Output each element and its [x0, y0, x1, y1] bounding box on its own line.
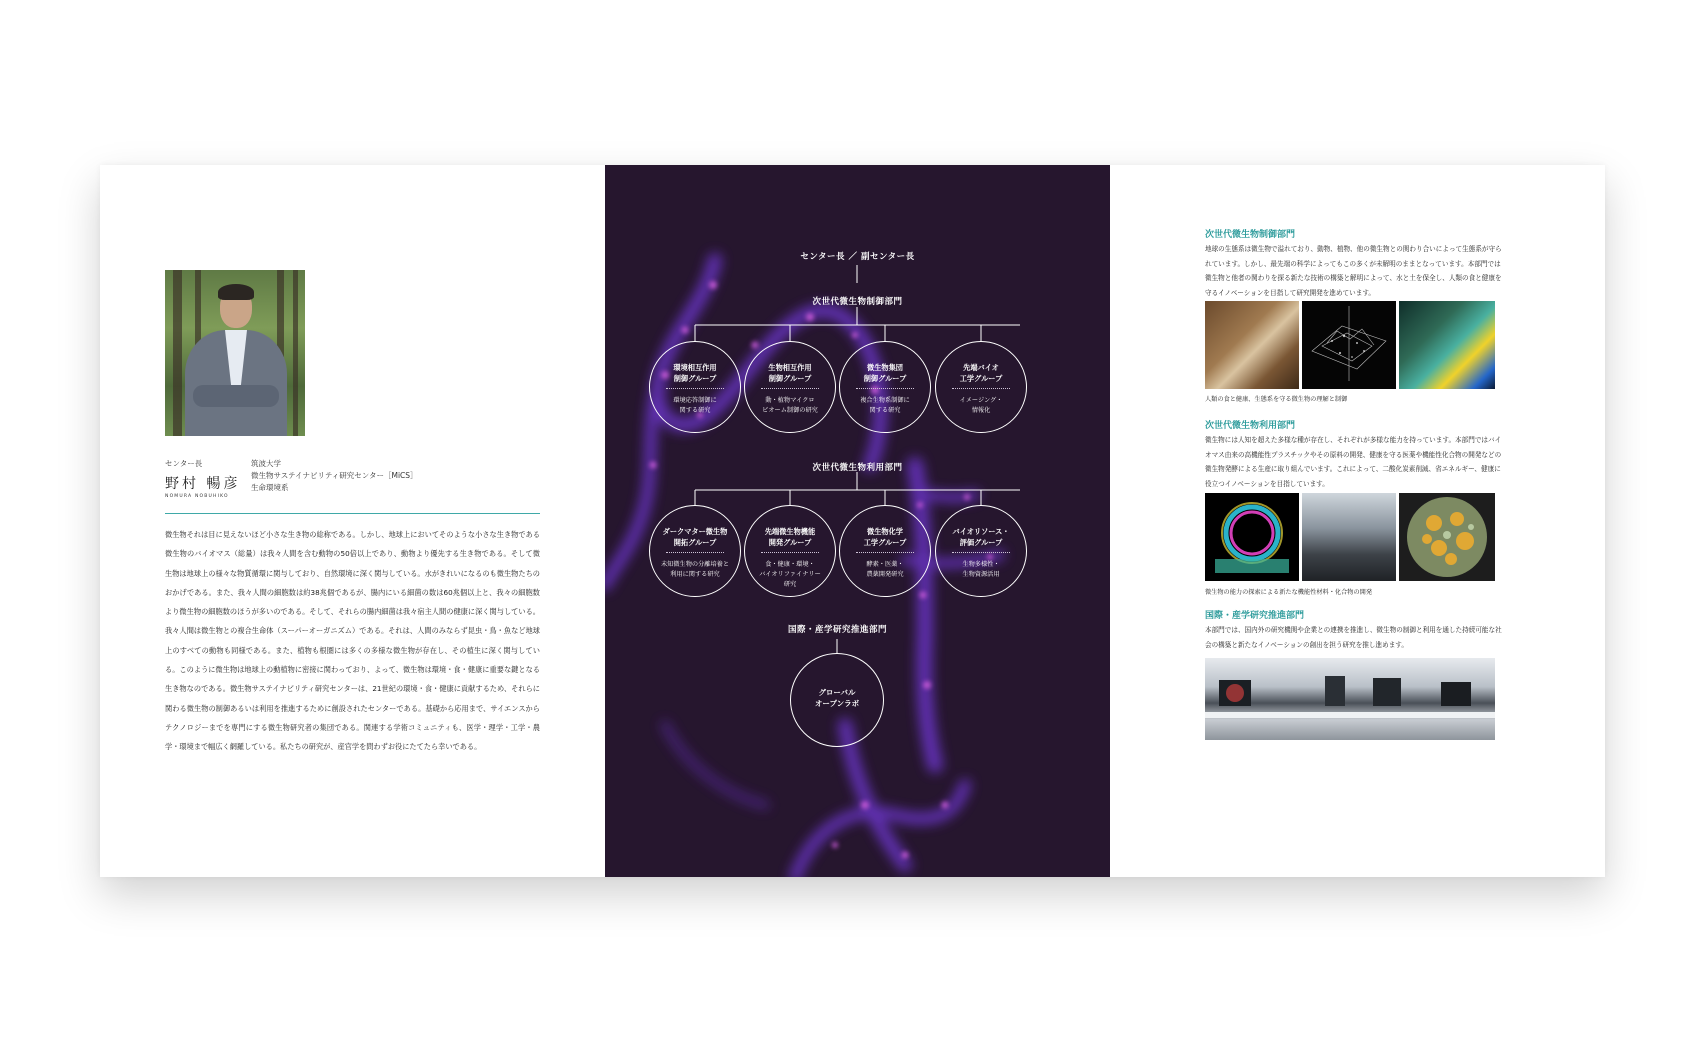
division-title: 次世代微生物利用部門: [812, 463, 903, 473]
group-node: [839, 505, 931, 597]
group-description: 環境応答制御に 関する研究: [673, 397, 717, 414]
microscopy-3d-photo: [1302, 301, 1396, 389]
cell-fluorescence-photo: [1205, 493, 1299, 581]
section-text: 微生物には人知を超えた多様な種が存在し、それぞれが多様な能力を持っています。本部門ではバイオマス由来の高機能性プラスチックやその原料の開発、健康を守る医薬や機能性化合物の開発などの微生物発酵による生産に取り組んでいます。これによって、二酸化炭素削減、省エネルギー、健康に役立つイノベーションを目指しています。: [1205, 436, 1502, 488]
fermentation-equipment-photo: [1302, 493, 1396, 581]
fluorescence-photo: [1399, 301, 1495, 389]
section-title: 次世代微生物制御部門: [1205, 230, 1296, 240]
group-description: 動・植物マイクロ ビオーム制御の研究: [762, 397, 818, 414]
division-title: 国際・産学研究推進部門: [787, 625, 887, 635]
group-title: 先端バイオ 工学グループ: [959, 363, 1003, 383]
brochure-spread: [100, 165, 1605, 877]
photo-caption: 微生物の能力の探索による新たな機能性材料・化合物の開発: [1205, 589, 1373, 596]
affiliation-line: 微生物サステイナビリティ研究センター［MiCS］: [251, 471, 418, 480]
group-description: 複合生物系制御に 関する研究: [860, 397, 910, 414]
section-title: 次世代微生物利用部門: [1205, 421, 1296, 431]
group-node: [744, 341, 836, 433]
role-label: センター長: [165, 459, 203, 468]
group-title: 微生物化学 工学グループ: [863, 527, 907, 547]
org-chart: [605, 165, 1110, 877]
petri-dish-photo: [1399, 493, 1495, 581]
group-title: 先端微生物機能 開発グループ: [764, 527, 816, 547]
org-chart-page: [605, 165, 1110, 877]
cell-ring-image: [1205, 493, 1299, 581]
director-name: 野村 暢彦: [165, 476, 241, 492]
group-description: 酵素・医薬・ 農薬開発研究: [866, 561, 904, 578]
group-node: [935, 505, 1027, 597]
right-page: [1110, 165, 1605, 877]
photo-caption: 人類の食と健康、生態系を守る微生物の理解と制御: [1205, 396, 1348, 403]
affiliation: [251, 458, 418, 494]
left-page: [100, 165, 605, 877]
director-name-romaji: NOMURA NOBUHIKO: [165, 494, 229, 499]
divider: [165, 513, 540, 514]
section-title: 国際・産学研究推進部門: [1205, 611, 1305, 621]
group-node: [649, 505, 741, 597]
open-lab-photo: [1205, 658, 1495, 740]
group-title: 環境相互作用 制御グループ: [673, 363, 717, 383]
group-node: [744, 505, 836, 597]
division-title: 次世代微生物制御部門: [812, 297, 903, 307]
group-title: バイオリソース・ 評価グループ: [952, 527, 1010, 547]
group-title: 生物相互作用 制御グループ: [768, 363, 812, 383]
org-head: センター長 ／ 副センター長: [800, 252, 915, 262]
group-node: [935, 341, 1027, 433]
director-message: 微生物それは目に見えないほど小さな生き物の総称である。しかし、地球上においてそのような小さな生き物である微生物のバイオマス（総量）は我々人間を含む動物の50倍以上であり、動物より優先する生き物である。そして微生物は地球上の様々な物質循環に関与しており、自然環境に深く関与している。水がきれいになるのも微生物たちのおかげである。また、我々人間の細胞数は約38兆個であるが、腸内にいる細菌の数は60兆個以上と、我々の細胞数より微生物の細胞数のほうが多いのである。そして、それらの腸内細菌は我々宿主人間の健康に深く関与している。我々人間は微生物との複合生命体（スーパーオーガニズム）である。それは、人間のみならず昆虫・鳥・魚など地球上のすべての動物も同様である。また、植物も根圏には多くの多様な微生物が存在し、その植生に深く関与している。このように微生物は地球上の動植物に密接に関わっており、よって、微生物は環境・食・健康に重要な鍵となる生き物なのである。微生物サステイナビリティ研究センターは、21世紀の環境・食・健康に貢献するため、それらに関わる微生物の制御あるいは利用を推進するために創設されたセンターである。基礎から応用まで、サイエンスからテクノロジーまでを専門にする微生物研究者の集団である。関連する学術コミュニティも、医学・理学・工学・農学・環境まで幅広く網羅している。私たちの研究が、産官学を問わずお役にたてたら幸いである。: [165, 530, 540, 752]
group-node: [839, 341, 931, 433]
group-description: 未知微生物の分離培養と 利用に関する研究: [660, 561, 730, 578]
group-title: グローバル オープンラボ: [814, 688, 860, 708]
director-name-block: [165, 458, 240, 499]
leaf-litter-photo: [1205, 301, 1299, 389]
group-title: 微生物集団 制御グループ: [863, 363, 907, 383]
affiliation-line: 筑波大学: [251, 459, 281, 468]
group-title: ダークマター微生物 開拓グループ: [662, 527, 728, 547]
group-node: [649, 341, 741, 433]
section-text: 本部門では、国内外の研究機関や企業との連携を推進し、微生物の制御と利用を通した持続可能な社会の構築と新たなイノベーションの創出を担う研究を推し進めます。: [1205, 626, 1502, 649]
microscopy-3d-render: [1302, 301, 1396, 389]
director-portrait: [165, 270, 305, 436]
affiliation-line: 生命環境系: [251, 483, 289, 492]
section-text: 地球の生態系は微生物で溢れており、動物、植物、他の微生物との関わり合いによって生態系が守られています。しかし、最先端の科学によってもこの多くが未解明のままとなっています。本部門では微生物と他者の関わりを探る新たな技術の構築と解明によって、水と土を保全し、人類の食と健康を守るイノベーションを目指して研究開発を進めています。: [1205, 245, 1502, 297]
group-description: 生物多様性・ 生物資源活用: [962, 561, 1000, 578]
group-description: 食・健康・環境・ バイオリファイナリー 研究: [759, 561, 821, 588]
group-node: [790, 653, 884, 747]
lab-equipment-image: [1205, 658, 1495, 740]
petri-dish-image: [1399, 493, 1495, 581]
group-description: イメージング・ 情報化: [959, 397, 1003, 414]
